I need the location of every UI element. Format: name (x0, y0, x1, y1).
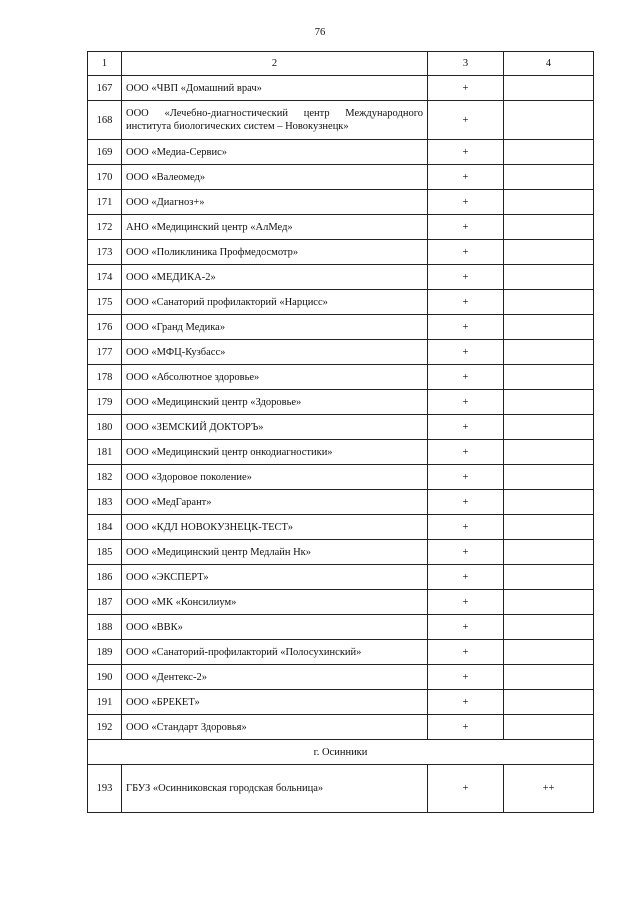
table-row (88, 315, 594, 340)
organization-name: ООО «Стандарт Здоровья» (122, 715, 428, 740)
row-number: 184 (88, 515, 122, 540)
table-row (88, 76, 594, 101)
column-4-mark (504, 390, 594, 415)
column-3-mark: + (428, 640, 504, 665)
table-row (88, 690, 594, 715)
column-3-mark: + (428, 390, 504, 415)
table-row (88, 540, 594, 565)
column-4-mark (504, 515, 594, 540)
organization-name: ООО «Медицинский центр «Здоровье» (122, 390, 428, 415)
column-3-mark: + (428, 76, 504, 101)
row-number: 186 (88, 565, 122, 590)
page-number: 76 (314, 27, 326, 38)
row-number: 169 (88, 140, 122, 165)
column-4-mark (504, 490, 594, 515)
column-4-mark (504, 190, 594, 215)
row-number: 189 (88, 640, 122, 665)
column-3-mark: + (428, 165, 504, 190)
column-4-mark (504, 140, 594, 165)
column-3-mark: + (428, 665, 504, 690)
organizations-table (87, 51, 594, 813)
column-3-mark: + (428, 415, 504, 440)
column-4-mark (504, 76, 594, 101)
header-col-1: 1 (88, 52, 122, 76)
organization-name: ООО «ЭКСПЕРТ» (122, 565, 428, 590)
column-3-mark: + (428, 715, 504, 740)
organization-name: ООО «Медицинский центр онкодиагностики» (122, 440, 428, 465)
city-section-row (88, 740, 594, 765)
column-4-mark (504, 290, 594, 315)
column-4-mark (504, 465, 594, 490)
city-section-title: г. Осинники (88, 740, 594, 765)
organization-name: ООО «БРЕКЕТ» (122, 690, 428, 715)
column-4-mark (504, 440, 594, 465)
table-row (88, 640, 594, 665)
row-number: 178 (88, 365, 122, 390)
column-3-mark: + (428, 590, 504, 615)
table-row (88, 365, 594, 390)
column-4-mark (504, 340, 594, 365)
column-3-mark: + (428, 215, 504, 240)
column-3-mark: + (428, 290, 504, 315)
table-row (88, 715, 594, 740)
column-3-mark: + (428, 540, 504, 565)
column-4-mark (504, 565, 594, 590)
table-row (88, 415, 594, 440)
column-4-mark: ++ (504, 765, 594, 813)
row-number: 177 (88, 340, 122, 365)
organization-name: ООО «Здоровое поколение» (122, 465, 428, 490)
header-col-2: 2 (122, 52, 428, 76)
row-number: 187 (88, 590, 122, 615)
row-number: 192 (88, 715, 122, 740)
column-4-mark (504, 665, 594, 690)
table-row (88, 340, 594, 365)
organization-name: ООО «МФЦ-Кузбасс» (122, 340, 428, 365)
organization-name: ООО «Абсолютное здоровье» (122, 365, 428, 390)
organization-name: ООО «Медицинский центр Медлайн Нк» (122, 540, 428, 565)
table-row (88, 615, 594, 640)
table-row (88, 490, 594, 515)
row-number: 182 (88, 465, 122, 490)
row-number: 172 (88, 215, 122, 240)
organization-name: ООО «Лечебно-диагностический центр Международного института биологических систем – Новокузнецк» (122, 101, 428, 140)
row-number: 171 (88, 190, 122, 215)
column-3-mark: + (428, 515, 504, 540)
row-number: 193 (88, 765, 122, 813)
column-4-mark (504, 165, 594, 190)
organization-name: ГБУЗ «Осинниковская городская больница» (122, 765, 428, 813)
column-3-mark: + (428, 440, 504, 465)
table-row (88, 240, 594, 265)
column-4-mark (504, 215, 594, 240)
header-col-4: 4 (504, 52, 594, 76)
row-number: 180 (88, 415, 122, 440)
row-number: 176 (88, 315, 122, 340)
column-4-mark (504, 540, 594, 565)
organization-name: ООО «Гранд Медика» (122, 315, 428, 340)
organization-name: ООО «Санаторий профилакторий «Нарцисс» (122, 290, 428, 315)
column-3-mark: + (428, 565, 504, 590)
row-number: 179 (88, 390, 122, 415)
table-row (88, 190, 594, 215)
organization-name: ООО «МК «Консилиум» (122, 590, 428, 615)
organization-name: ООО «Валеомед» (122, 165, 428, 190)
table-row (88, 390, 594, 415)
column-3-mark: + (428, 490, 504, 515)
table-row (88, 215, 594, 240)
column-4-mark (504, 715, 594, 740)
column-3-mark: + (428, 465, 504, 490)
row-number: 183 (88, 490, 122, 515)
organization-name: ООО «ЧВП «Домашний врач» (122, 76, 428, 101)
table-row (88, 765, 594, 813)
column-3-mark: + (428, 615, 504, 640)
column-4-mark (504, 690, 594, 715)
column-3-mark: + (428, 765, 504, 813)
column-4-mark (504, 590, 594, 615)
table-header-row (88, 52, 594, 76)
row-number: 188 (88, 615, 122, 640)
table-row (88, 140, 594, 165)
column-3-mark: + (428, 340, 504, 365)
row-number: 168 (88, 101, 122, 140)
table-row (88, 101, 594, 140)
row-number: 185 (88, 540, 122, 565)
column-3-mark: + (428, 190, 504, 215)
row-number: 181 (88, 440, 122, 465)
column-4-mark (504, 265, 594, 290)
column-3-mark: + (428, 365, 504, 390)
organization-name: ООО «ВВК» (122, 615, 428, 640)
table-row (88, 165, 594, 190)
column-4-mark (504, 101, 594, 140)
organization-name: ООО «Дентекс-2» (122, 665, 428, 690)
row-number: 167 (88, 76, 122, 101)
table-row (88, 290, 594, 315)
table-row (88, 665, 594, 690)
column-3-mark: + (428, 265, 504, 290)
column-4-mark (504, 640, 594, 665)
organization-name: ООО «Диагноз+» (122, 190, 428, 215)
organization-name: ООО «Поликлиника Профмедосмотр» (122, 240, 428, 265)
table-row (88, 515, 594, 540)
column-3-mark: + (428, 690, 504, 715)
row-number: 174 (88, 265, 122, 290)
row-number: 191 (88, 690, 122, 715)
column-4-mark (504, 365, 594, 390)
column-3-mark: + (428, 240, 504, 265)
row-number: 170 (88, 165, 122, 190)
table-row (88, 265, 594, 290)
table-row (88, 565, 594, 590)
organization-name: ООО «МедГарант» (122, 490, 428, 515)
row-number: 175 (88, 290, 122, 315)
column-4-mark (504, 615, 594, 640)
column-4-mark (504, 315, 594, 340)
organization-name: ООО «МЕДИКА-2» (122, 265, 428, 290)
organization-name: ООО «Медиа-Сервис» (122, 140, 428, 165)
table-row (88, 440, 594, 465)
column-4-mark (504, 240, 594, 265)
organization-name: ООО «ЗЕМСКИЙ ДОКТОРЪ» (122, 415, 428, 440)
row-number: 190 (88, 665, 122, 690)
column-3-mark: + (428, 140, 504, 165)
organization-name: АНО «Медицинский центр «АлМед» (122, 215, 428, 240)
header-col-3: 3 (428, 52, 504, 76)
row-number: 173 (88, 240, 122, 265)
column-3-mark: + (428, 315, 504, 340)
organization-name: ООО «КДЛ НОВОКУЗНЕЦК-ТЕСТ» (122, 515, 428, 540)
organization-name: ООО «Санаторий-профилакторий «Полосухинский» (122, 640, 428, 665)
table-row (88, 465, 594, 490)
table-row (88, 590, 594, 615)
column-3-mark: + (428, 101, 504, 140)
column-4-mark (504, 415, 594, 440)
